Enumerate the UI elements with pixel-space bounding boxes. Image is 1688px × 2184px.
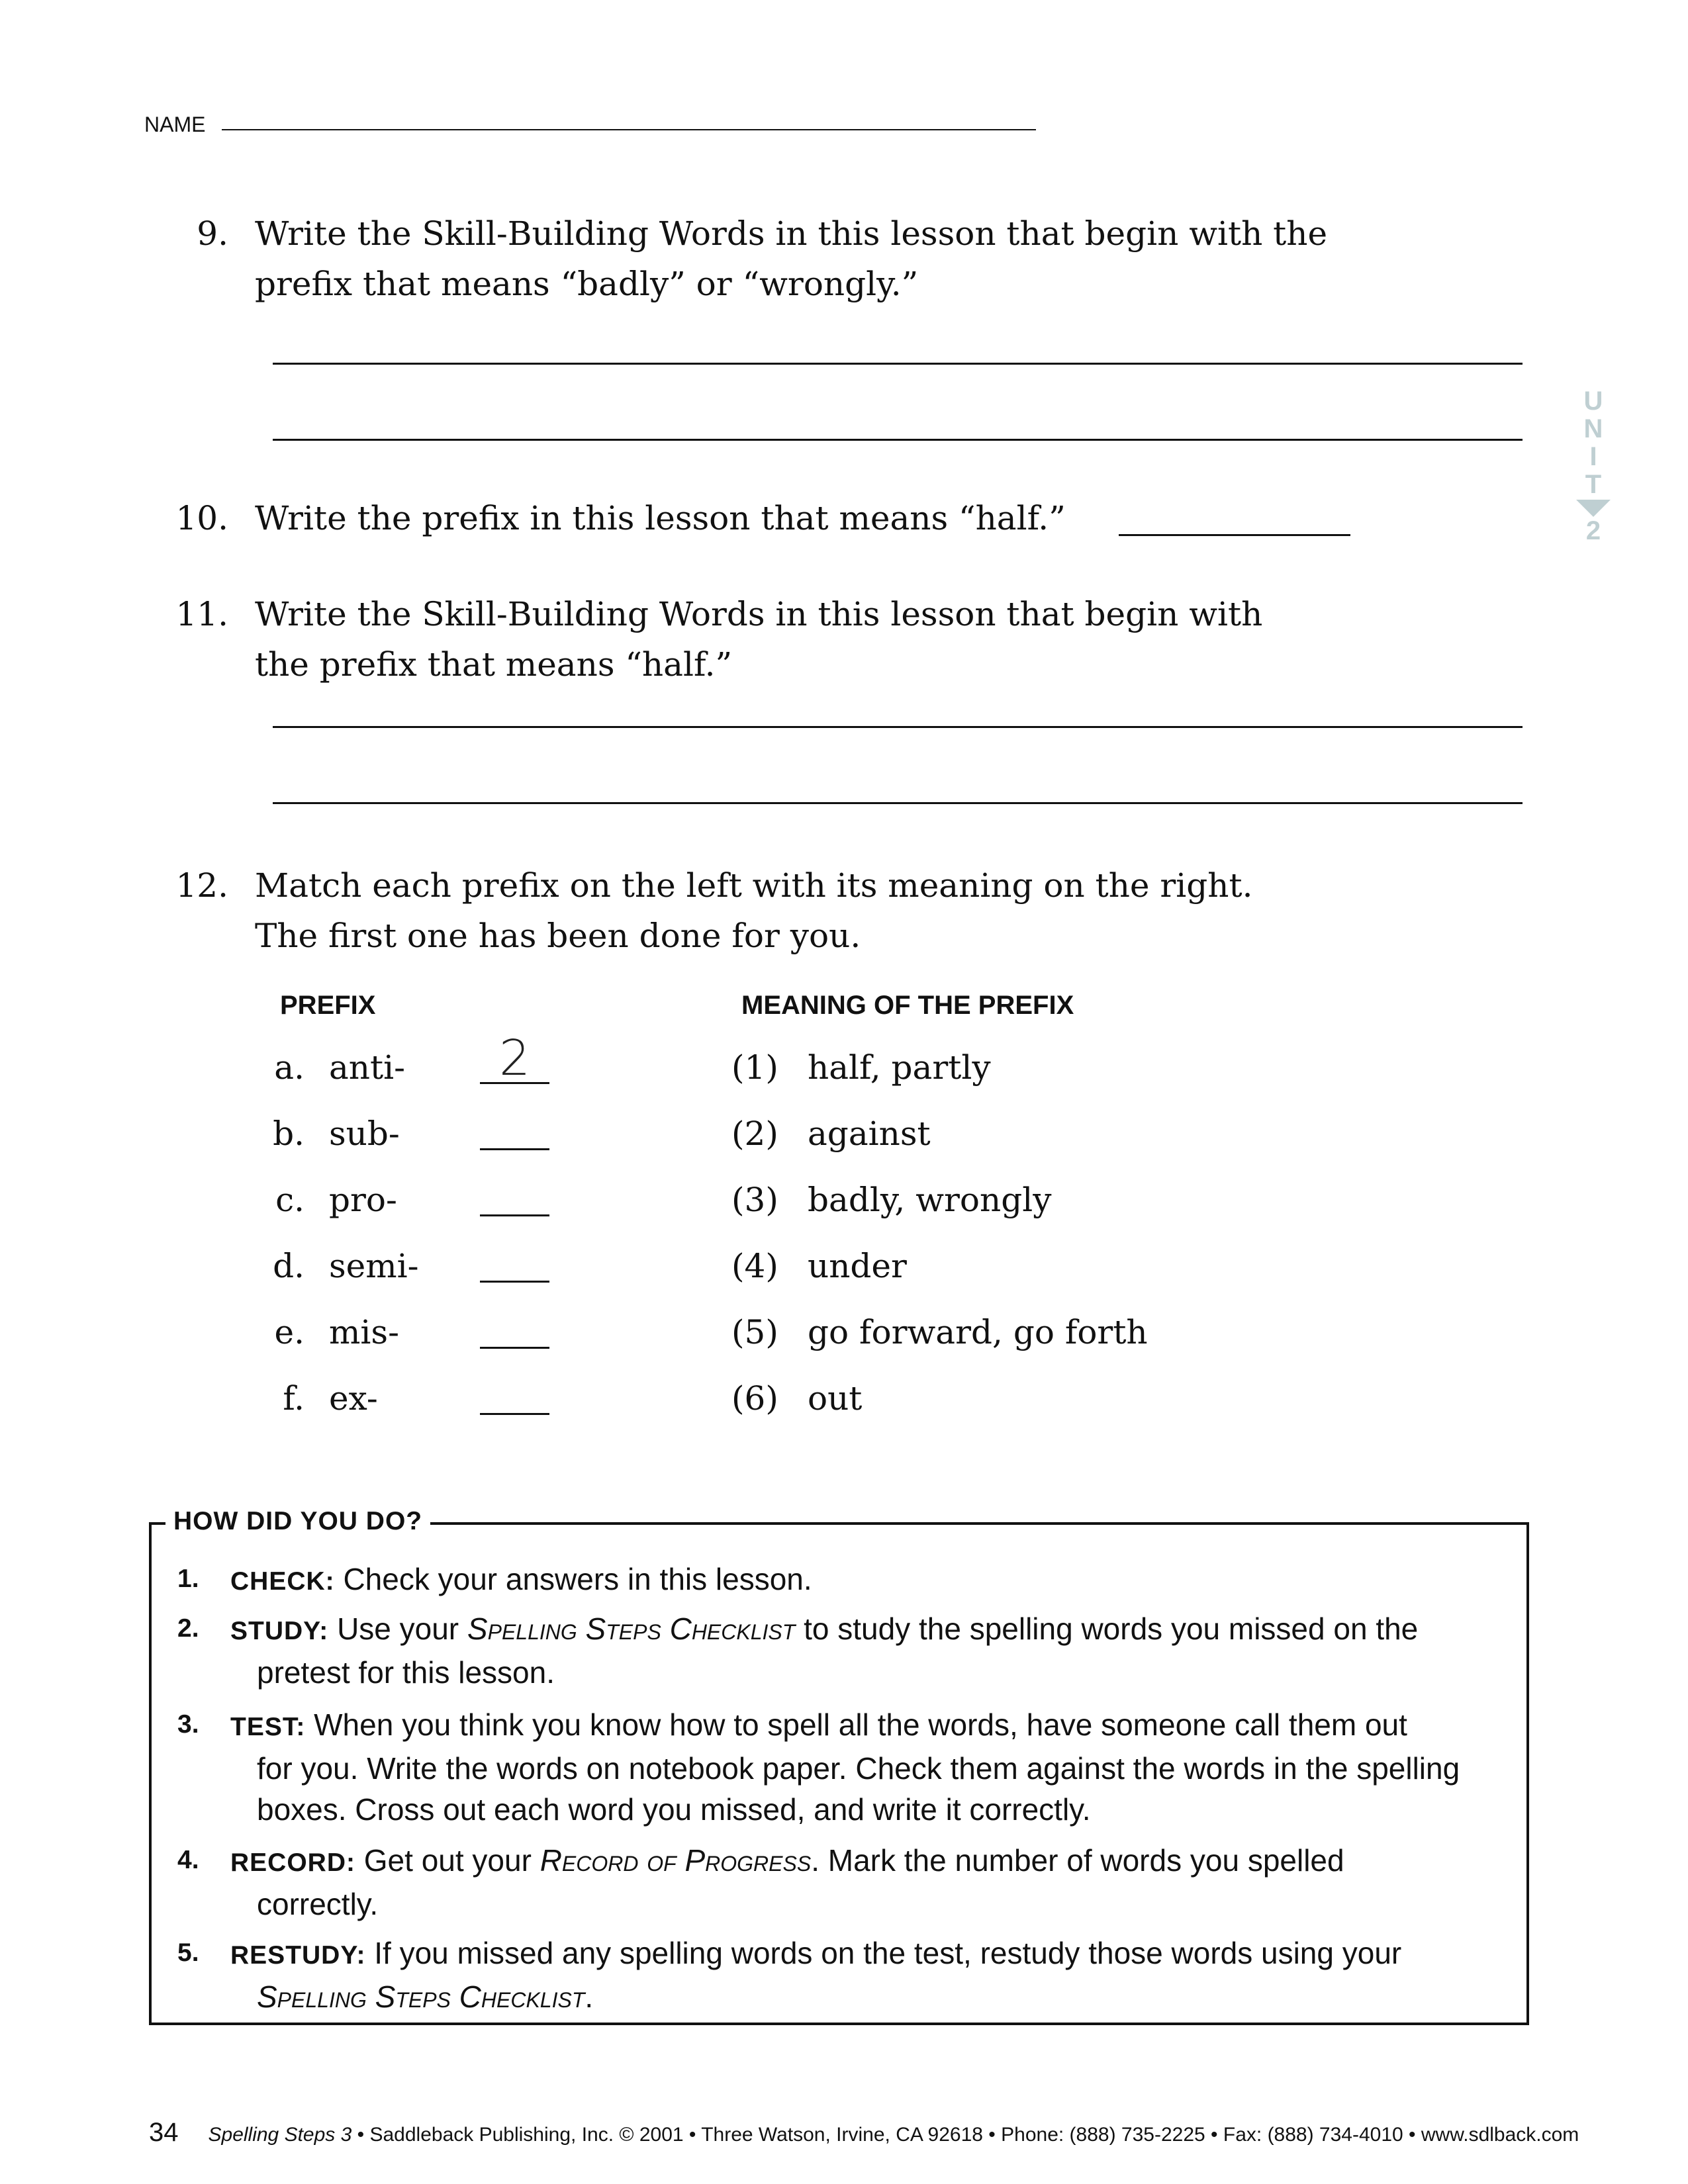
footer-publisher: • Saddleback Publishing, Inc. © 2001 • Three Watson, Irvine, CA 92618 • Phone: (888) 735-2225 • Fax: (888) 734-4010 • www.sdlback.com [352, 2124, 1579, 2146]
meaning-text: go forward, go forth [808, 1313, 1148, 1351]
item-continuation: boxes. Cross out each word you missed, and write it correctly. [257, 1792, 1091, 1827]
row-prefix: sub- [329, 1115, 400, 1153]
unit-tab [1570, 387, 1617, 545]
unit-letter-u: U [1583, 387, 1603, 416]
meaning-number: (6) [731, 1379, 778, 1418]
row-letter: b. [273, 1115, 305, 1153]
row-letter: d. [273, 1247, 305, 1285]
q12-line2: The first one has been done for you. [255, 917, 861, 955]
q11-answer-line-2[interactable] [273, 802, 1523, 804]
unit-letter-i: I [1589, 442, 1597, 471]
how-item-study [177, 1608, 1515, 1693]
how-did-you-do-title: HOW DID YOU DO? [165, 1506, 430, 1537]
meaning-text: under [808, 1247, 907, 1285]
item-checklist-ref: Spelling Steps Checklist [467, 1612, 796, 1646]
how-item-record [177, 1840, 1515, 1925]
item-checklist-ref: Spelling Steps Checklist [257, 1979, 585, 2014]
item-continuation: pretest for this lesson. [257, 1655, 555, 1690]
row-answer-blank[interactable] [480, 1109, 549, 1150]
page-number: 34 [149, 2118, 179, 2147]
item-lead: RESTUDY: [230, 1941, 366, 1970]
row-prefix: ex- [329, 1379, 378, 1418]
q9-line2: prefix that means “badly” or “wrongly.” [255, 265, 919, 303]
unit-letter-t: T [1585, 470, 1602, 499]
q10-text: Write the prefix in this lesson that means “half.” [255, 499, 1066, 537]
how-item-test [177, 1704, 1515, 1830]
row-letter: c. [275, 1181, 305, 1219]
item-number: 4. [177, 1846, 199, 1874]
item-number: 3. [177, 1710, 199, 1739]
row-prefix: semi- [329, 1247, 419, 1285]
q11-line1: Write the Skill-Building Words in this lesson that begin with [255, 595, 1263, 633]
meaning-text: half, partly [808, 1048, 991, 1087]
row-answer-blank[interactable] [480, 1373, 549, 1415]
q9-answer-line-1[interactable] [273, 363, 1523, 365]
meaning-number: (3) [731, 1181, 778, 1219]
meaning-text: badly, wrongly [808, 1181, 1052, 1219]
item-lead: RECORD: [230, 1848, 355, 1877]
meaning-text: against [808, 1115, 931, 1153]
item-text: Check your answers in this lesson. [343, 1562, 812, 1596]
item-record-ref: Record of Progress [539, 1843, 812, 1878]
item-continuation: for you. Write the words on notebook paper. Check them against the words in the spelling [257, 1751, 1460, 1786]
how-item-restudy [177, 1933, 1515, 2017]
q11-number: 11. [175, 595, 228, 633]
meaning-number: (4) [731, 1247, 778, 1285]
meaning-number: (1) [731, 1048, 778, 1087]
item-text: When you think you know how to spell all the words, have someone call them out [314, 1707, 1407, 1742]
item-text-post: to study the spelling words you missed on the [804, 1612, 1419, 1646]
item-text: Get out your [363, 1843, 532, 1878]
item-lead: TEST: [230, 1713, 306, 1741]
row-letter: f. [283, 1379, 305, 1418]
item-text: If you missed any spelling words on the test, restudy those words using your [374, 1936, 1402, 1970]
row-answer-blank[interactable] [480, 1030, 549, 1087]
row-answer-blank[interactable] [480, 1241, 549, 1283]
footer [149, 2118, 1579, 2148]
row-prefix: anti- [329, 1048, 405, 1087]
name-input-line[interactable] [222, 129, 1036, 130]
row-prefix: pro- [329, 1181, 397, 1219]
prefix-column-header: PREFIX [280, 991, 376, 1020]
row-letter: a. [274, 1048, 305, 1087]
item-continuation: correctly. [257, 1887, 379, 1921]
meaning-text: out [808, 1379, 863, 1418]
item-number: 2. [177, 1614, 199, 1643]
item-lead: CHECK: [230, 1567, 335, 1596]
how-item-check [177, 1559, 1515, 1602]
q9-answer-line-2[interactable] [273, 439, 1523, 441]
meaning-number: (5) [731, 1313, 778, 1351]
footer-book-title: Spelling Steps 3 [208, 2124, 352, 2146]
meaning-column-header: MEANING OF THE PREFIX [741, 991, 1074, 1020]
row-answer-blank[interactable] [480, 1175, 549, 1216]
row-prefix: mis- [329, 1313, 399, 1351]
name-label: NAME [144, 113, 206, 136]
unit-number: 2 [1585, 516, 1601, 545]
q10-number: 10. [175, 499, 228, 537]
row-letter: e. [274, 1313, 305, 1351]
unit-arrow-icon [1576, 500, 1611, 517]
item-text: Use your [337, 1612, 459, 1646]
meaning-number: (2) [731, 1115, 778, 1153]
item-text-post: . Mark the number of words you spelled [811, 1843, 1344, 1878]
q12-line1: Match each prefix on the left with its meaning on the right. [255, 866, 1253, 905]
item-number: 5. [177, 1938, 199, 1967]
row-answer: 2 [498, 1030, 531, 1087]
row-answer-blank[interactable] [480, 1307, 549, 1349]
q9-line1: Write the Skill-Building Words in this lesson that begin with the [255, 214, 1328, 253]
q10-answer-line[interactable] [1119, 534, 1350, 536]
item-number: 1. [177, 1565, 199, 1593]
unit-letter-n: N [1583, 414, 1603, 443]
q11-answer-line-1[interactable] [273, 726, 1523, 728]
item-lead: STUDY: [230, 1617, 329, 1645]
item-text-post: . [585, 1979, 594, 2014]
q12-number: 12. [175, 866, 228, 905]
q11-line2: the prefix that means “half.” [255, 645, 733, 684]
q9-number: 9. [197, 214, 228, 253]
